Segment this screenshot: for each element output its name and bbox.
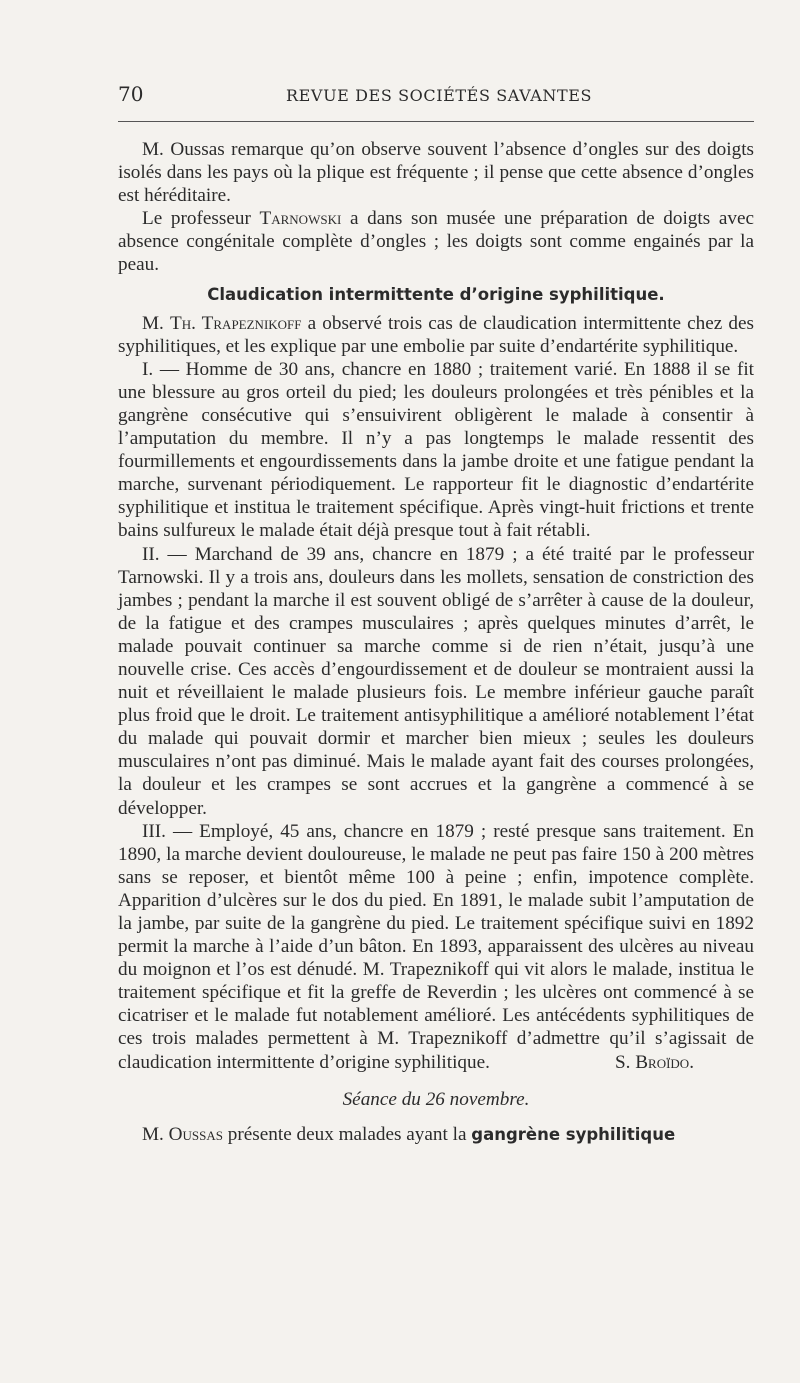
page-number: 70 xyxy=(118,82,144,106)
author-name: Tarnowski xyxy=(259,208,342,230)
case-2: II. — Marchand de 39 ans, chancre en 1879 ; a été traité par le professeur Tarnowski. Il y a trois ans, douleurs dans les mollets, sensation de constriction des jambes ; pendant la marche il est souvent obligé de s’arrêter à cause de la douleur, de la fatigue et des crampes musculaires ; après quelques minutes d’arrêt, le malade pouvait continuer sa marche comme si de rien n’était, jusqu’à une nouvelle crise. Ces accès d’engourdissement et de douleur se montraient aussi la nuit et réveillaient le malade plusieurs fois. Le membre inférieur gauche paraît plus froid que le droit. Le traitement antisyphilitique a amélioré notablement l’état du malade qui pouvait dormir et marcher bien mieux ; seules les douleurs musculaires n’ont pas diminué. Mais le malade ayant fait des courses prolongées, la douleur et les crampes se sont accrues et la gangrène a commencé à se développer. xyxy=(118,543,754,819)
paragraph-oussas: M. Oussas remarque qu’on observe souvent l’absence d’ongles sur des doigts isolés dans les pays où la plique est fréquente ; il pense que cette absence d’ongles est héréditaire. xyxy=(118,139,754,207)
case-1: I. — Homme de 30 ans, chancre en 1880 ; traitement varié. En 1888 il se fit une blessure au gros orteil du pied; les douleurs prolongées et très pénibles et la gangrène consécutive qui s’ensuivirent obligèrent le malade à consentir à l’amputation du membre. Il n’y a pas longtemps le malade ressentit des fourmillements et engourdissements dans la jambe droite et une fatigue pendant la marche, survenant périodiquement. Le rapporteur fit le diagnostic d’endartérite syphilitique et institua le traitement spécifique. Après vingt-huit frictions et trente bains sulfureux le malade était déjà presque tout à fait rétabli. xyxy=(118,358,754,542)
page-header xyxy=(118,82,754,112)
case-3: III. — Employé, 45 ans, chancre en 1879 ; resté presque sans traitement. En 1890, la marche devient douloureuse, le malade ne peut pas faire 150 à 200 mètres sans se reposer, et bientôt même 100 à peine ; enfin, impotence complète. Apparition d’ulcères sur le dos du pied. En 1891, le malade subit l’amputation de la jambe, par suite de la gangrène du pied. Le traitement spécifique suivi en 1892 permit la marche à l’aide d’un bâton. En 1893, apparaissent des ulcères au niveau du moignon et l’os est dénudé. M. Trapeznikoff qui vit alors le malade, institua le traitement spécifique et fit la greffe de Reverdin ; les ulcères ont commencé à se cicatriser et le malade fut notablement amélioré. Les antécédents syphilitiques de ces trois malades permettent à M. Trapeznikoff d’admettre qu’il s’agissait de claudication intermittente d’origine syphilitique. S. Broïdo. xyxy=(118,820,754,1073)
paragraph-oussas-presents: M. Oussas présente deux malades ayant la gangrène syphilitique xyxy=(142,1123,676,1145)
bold-term: gangrène syphilitique xyxy=(471,1124,676,1144)
paragraph-intro: M. Th. Trapeznikoff a observé trois cas de claudication intermittente chez des syphilitiques, et les explique par une embolie par suite d’endartérite syphilitique. xyxy=(118,312,755,357)
paragraph-tarnowski: Le professeur Tarnowski a dans son musée une préparation de doigts avec absence congénitale complète d’ongles ; les doigts sont comme engainés par la peau. xyxy=(118,208,754,276)
author-name: Th. Trapeznikoff xyxy=(169,312,302,334)
seance-heading: Séance du 26 novembre. xyxy=(342,1088,530,1110)
article-body xyxy=(118,138,754,1146)
running-title: REVUE DES SOCIÉTÉS SAVANTES xyxy=(286,86,593,105)
header-rule xyxy=(118,121,754,122)
signature: S. Broïdo. xyxy=(614,1051,694,1073)
author-name: Oussas xyxy=(168,1123,223,1145)
section-title: Claudication intermittente d’origine syphilitique. xyxy=(207,284,665,304)
